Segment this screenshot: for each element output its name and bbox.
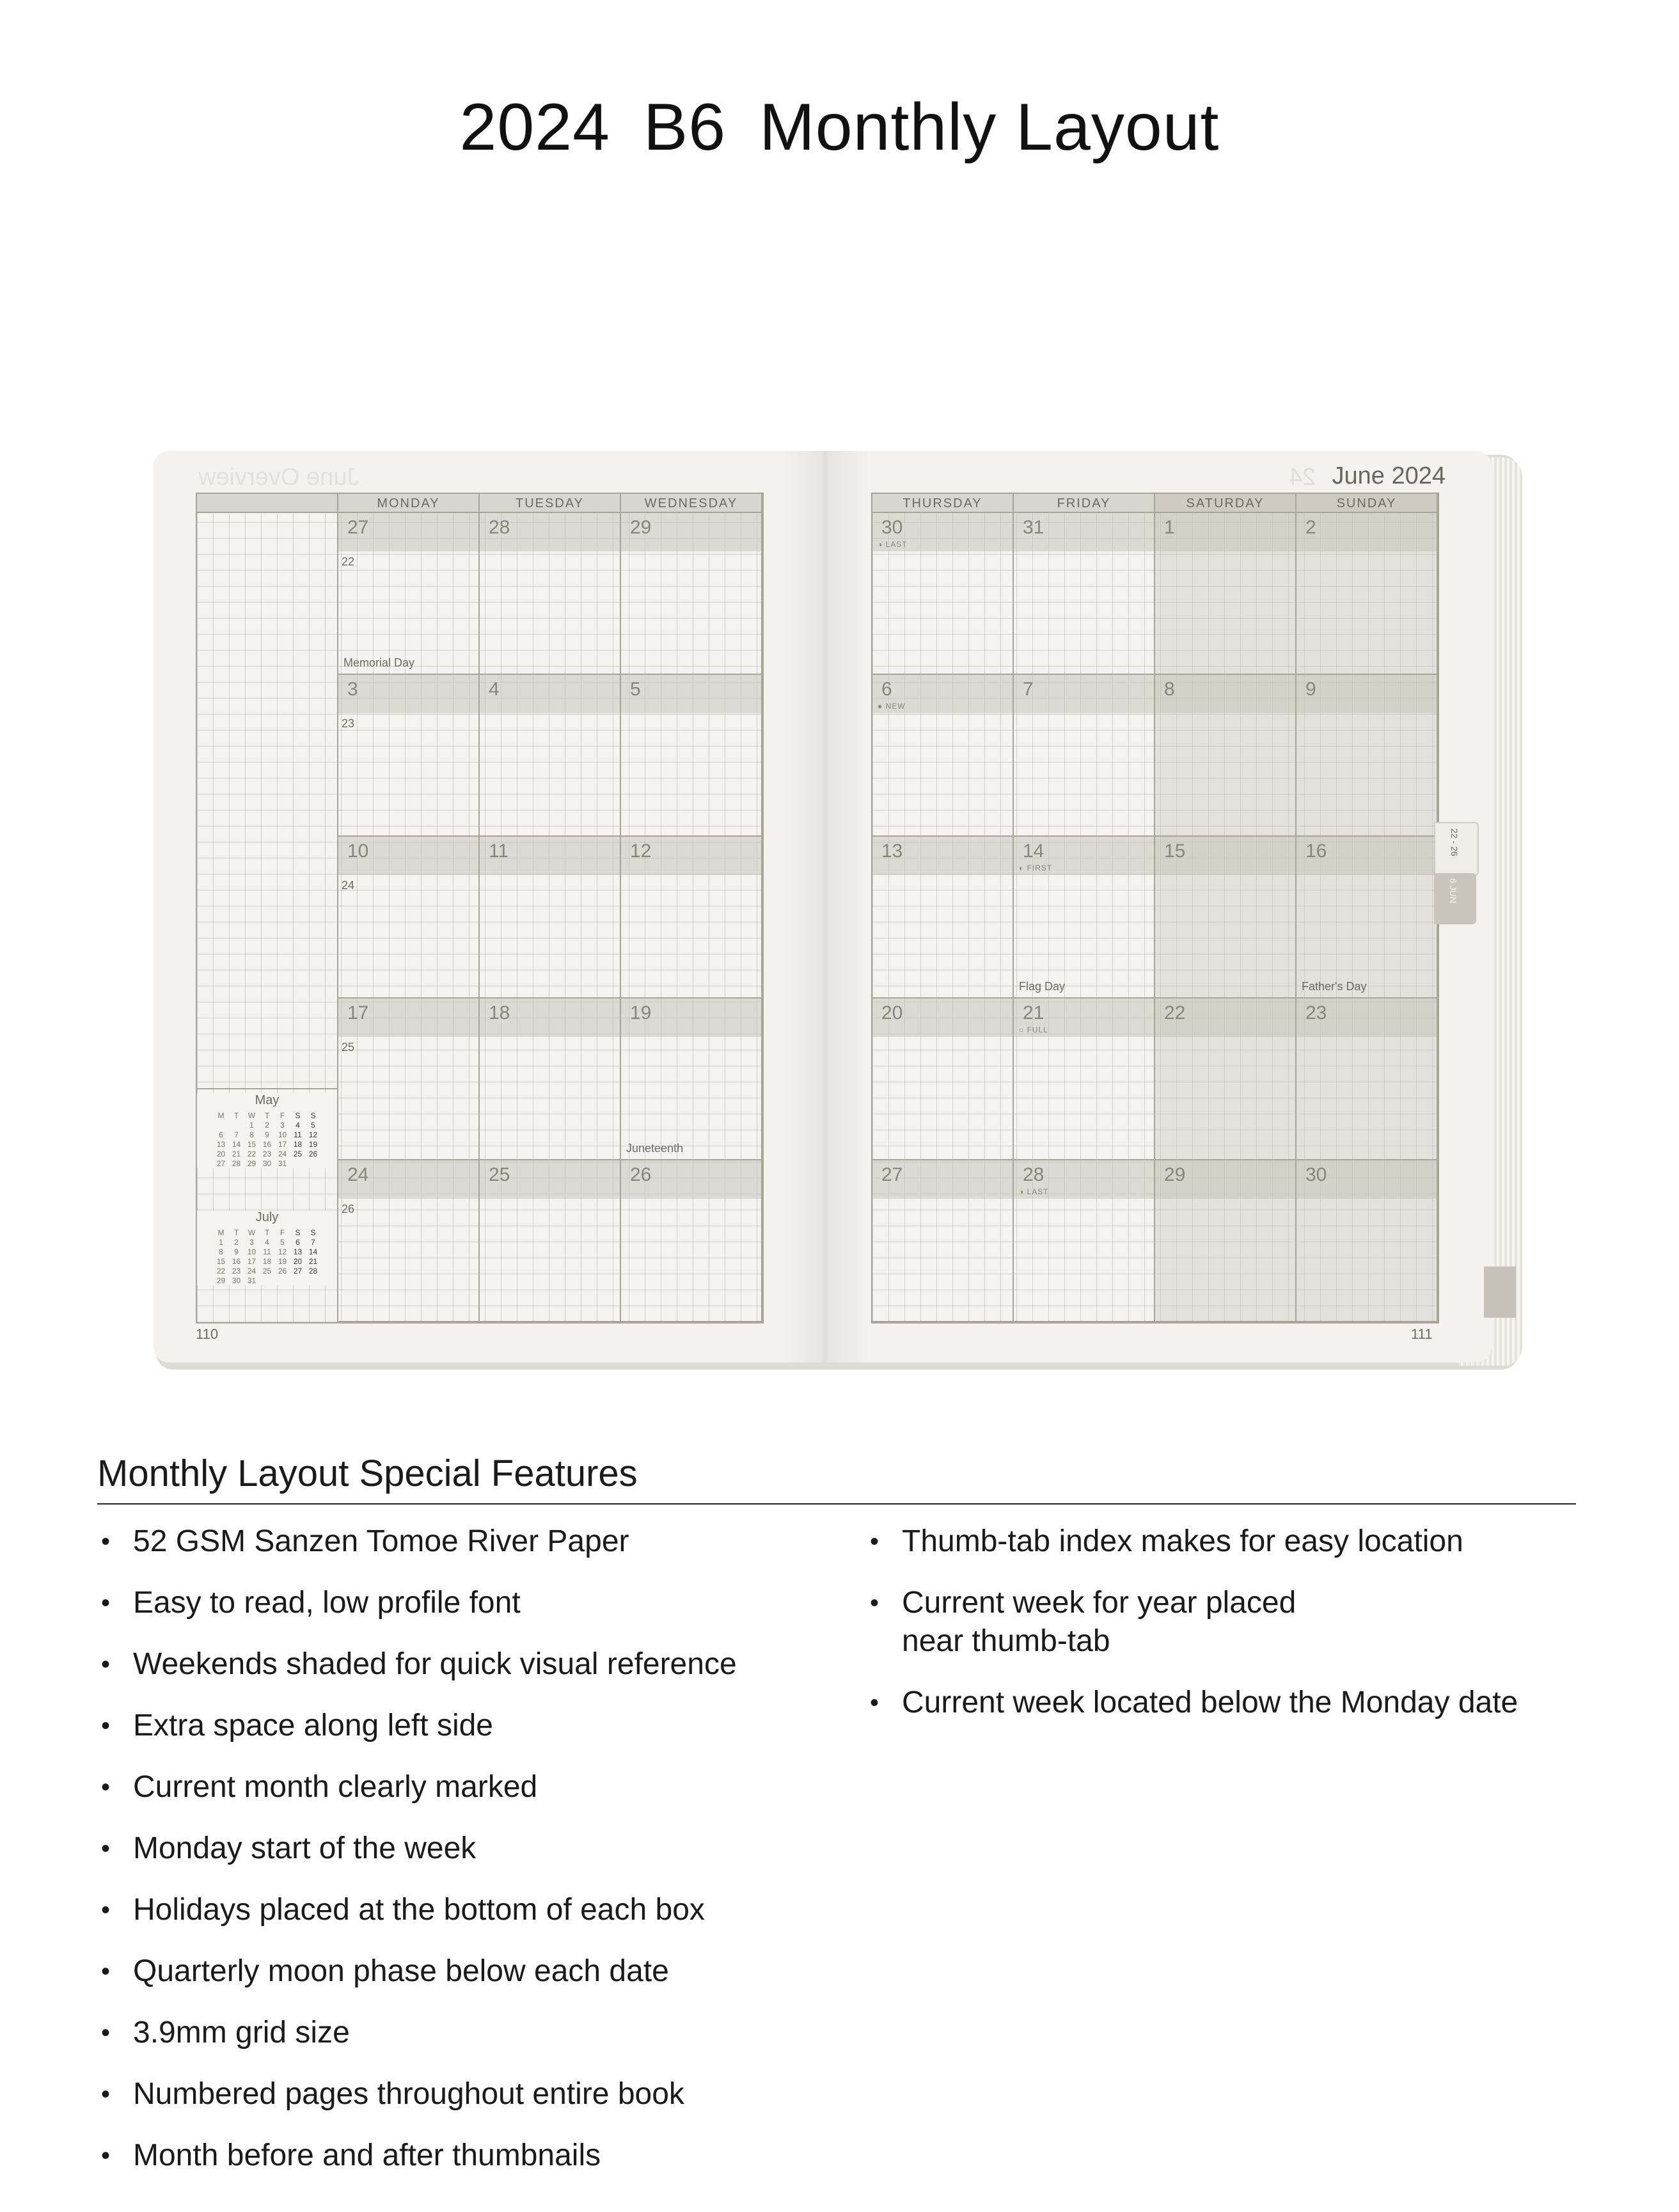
thumbnail-day: 2 — [265, 1120, 269, 1130]
thumbnail-day — [275, 1276, 290, 1285]
thumbnail-day: 22 — [216, 1266, 226, 1276]
features-right-column — [866, 1522, 1576, 1745]
date-number: 4 — [489, 679, 500, 700]
day-cell — [621, 513, 762, 675]
date-number: 21 — [1023, 1002, 1044, 1023]
holiday-label: Father's Day — [1302, 980, 1367, 993]
thumbnail-day: 8 — [249, 1130, 254, 1139]
thumbnail-day: 13 — [293, 1247, 303, 1256]
day-cell — [1297, 1160, 1438, 1322]
day-cell — [338, 999, 480, 1160]
date-number: 29 — [630, 517, 652, 538]
date-number: 13 — [881, 841, 903, 862]
thumbnail-day: 25 — [262, 1266, 272, 1276]
feature-item: • Quarterly moon phase below each date — [97, 1952, 865, 1991]
day-cell — [338, 675, 480, 837]
title-layout: Monthly Layout — [759, 90, 1220, 164]
show-through-title: June Overview — [198, 464, 359, 491]
thumbnail-day — [229, 1120, 244, 1130]
date-number: 29 — [1164, 1164, 1186, 1185]
tab-month-label: 6 JUN — [1448, 878, 1458, 903]
thumbnail-weekday: S — [310, 1110, 316, 1120]
day-cell — [1014, 513, 1155, 675]
date-number: 3 — [347, 679, 358, 700]
date-number: 15 — [1164, 841, 1186, 862]
thumbnail-day — [260, 1276, 275, 1285]
thumbnail-weekday: T — [233, 1110, 239, 1120]
thumbnail-day — [306, 1158, 321, 1168]
date-number: 5 — [630, 679, 641, 700]
features-right-list — [866, 1522, 1576, 1722]
thumbnail-table — [214, 1228, 321, 1285]
day-cell — [1297, 837, 1438, 999]
day-cell — [338, 1160, 480, 1322]
thumbnail-day: 15 — [247, 1139, 256, 1149]
date-number: 18 — [489, 1002, 510, 1023]
right-calendar-grid — [871, 493, 1439, 1323]
day-cell — [480, 513, 621, 675]
thumbnail-day: 5 — [280, 1237, 285, 1247]
thumbnail-weekday: W — [248, 1228, 256, 1237]
day-cell — [1155, 837, 1297, 999]
date-band — [1297, 675, 1437, 713]
thumbnail-day: 6 — [296, 1237, 300, 1247]
holiday-label: Memorial Day — [343, 656, 415, 669]
thumbnail-day: 30 — [232, 1276, 241, 1285]
day-cell — [1155, 675, 1297, 837]
thumbnail-day: 1 — [249, 1120, 254, 1130]
feature-item: • Month before and after thumbnails — [97, 2137, 865, 2175]
day-cell — [1297, 675, 1438, 837]
date-number: 6 — [881, 679, 892, 700]
day-cell — [872, 675, 1014, 837]
features-divider — [97, 1503, 1576, 1505]
weekday-header: THURSDAY — [872, 494, 1014, 513]
thumbnail-day: 12 — [308, 1130, 318, 1139]
thumbnail-day: 31 — [247, 1276, 256, 1285]
book-gutter — [780, 451, 870, 1363]
week-number: 23 — [342, 717, 355, 730]
thumbnail-day: 8 — [219, 1247, 223, 1256]
margin-divider — [337, 494, 338, 1322]
thumbnail-day: 4 — [296, 1120, 300, 1130]
thumbnail-day: 1 — [219, 1237, 223, 1247]
day-cell — [1014, 837, 1155, 999]
thumbnail-day: 10 — [247, 1247, 256, 1256]
month-title: June 2024 — [1332, 462, 1446, 489]
feature-item: • Current week for year placed near thumb-tab — [866, 1584, 1576, 1661]
moon-phase: ◐ FIRST — [1019, 864, 1053, 873]
weekday-header: FRIDAY — [1014, 494, 1155, 513]
thumbnail-day: 14 — [232, 1139, 241, 1149]
thumbnail-day: 29 — [216, 1276, 226, 1285]
thumbnail-day: 26 — [278, 1266, 287, 1276]
thumbnail-day: 18 — [293, 1139, 303, 1149]
tab-week-label: 22 - 26 — [1449, 828, 1460, 857]
date-number: 25 — [489, 1164, 510, 1185]
date-number: 22 — [1164, 1002, 1186, 1023]
month-thumb-tab[interactable] — [1434, 873, 1476, 924]
date-number: 19 — [630, 1002, 652, 1023]
thumbnail-weekday: S — [295, 1228, 301, 1237]
day-cell — [1155, 513, 1297, 675]
thumbnail-day: 9 — [265, 1130, 269, 1139]
thumbnail-weekday: S — [310, 1228, 316, 1237]
weekday-header: SATURDAY — [1155, 494, 1297, 513]
thumbnail-day: 2 — [234, 1237, 239, 1247]
feature-item: • Extra space along left side — [97, 1707, 865, 1745]
thumbnail-day — [306, 1276, 321, 1285]
thumbnail-day: 30 — [262, 1158, 272, 1168]
thumbnail-day: 28 — [232, 1158, 241, 1168]
week-number: 22 — [342, 555, 355, 568]
date-band — [1297, 513, 1437, 551]
thumbnail-day: 24 — [278, 1149, 287, 1158]
day-cell — [480, 1160, 621, 1322]
date-number: 17 — [347, 1002, 369, 1023]
day-cell — [1297, 513, 1438, 675]
day-cell — [1297, 999, 1438, 1160]
date-number: 27 — [881, 1164, 903, 1185]
thumbnail-day: 3 — [280, 1120, 285, 1130]
thumbnail-day: 21 — [232, 1149, 241, 1158]
thumbnail-day — [290, 1276, 306, 1285]
moon-phase: ● NEW — [878, 702, 906, 711]
week-number: 24 — [342, 879, 355, 892]
thumbnail-weekday: W — [248, 1110, 256, 1120]
date-number: 24 — [347, 1164, 369, 1185]
thumbnail-day: 22 — [247, 1149, 256, 1158]
thumbnail-day: 10 — [278, 1130, 287, 1139]
feature-item: • 3.9mm grid size — [97, 2014, 865, 2052]
date-band — [480, 675, 620, 713]
left-calendar-grid — [196, 493, 764, 1323]
date-number: 12 — [630, 841, 652, 862]
date-number: 14 — [1023, 841, 1044, 862]
date-number: 9 — [1305, 679, 1316, 700]
title-size: B6 — [643, 90, 727, 164]
moon-phase: ◑ LAST — [878, 540, 908, 549]
week-number: 25 — [342, 1041, 355, 1054]
day-cell — [338, 837, 480, 999]
day-cell — [621, 837, 762, 999]
page-number-left: 110 — [196, 1326, 219, 1342]
thumbnail-day: 31 — [278, 1158, 287, 1168]
day-cell — [1014, 675, 1155, 837]
thumbnail-day: 5 — [311, 1120, 315, 1130]
date-number: 23 — [1305, 1002, 1327, 1023]
date-number: 11 — [489, 841, 509, 862]
feature-item: • Thumb-tab index makes for easy location — [866, 1522, 1576, 1561]
date-number: 8 — [1164, 679, 1175, 700]
thumbnail-table — [214, 1110, 321, 1168]
thumbnail-day: 20 — [216, 1149, 226, 1158]
date-number: 2 — [1305, 517, 1316, 538]
thumbnail-day: 25 — [293, 1149, 303, 1158]
features-left-list — [97, 1522, 865, 2175]
thumbnail-day: 29 — [247, 1158, 256, 1168]
date-band — [1155, 675, 1295, 713]
page-number-right: 111 — [1411, 1326, 1433, 1342]
date-number: 31 — [1023, 517, 1044, 538]
feature-item: • Easy to read, low profile font — [97, 1584, 865, 1622]
thumbnail-day — [214, 1120, 229, 1130]
thumbnail-day: 4 — [265, 1237, 269, 1247]
weekday-header: MONDAY — [338, 494, 480, 513]
planner-spread — [154, 451, 1522, 1372]
date-band — [1155, 513, 1295, 551]
thumbnail-day: 21 — [308, 1256, 318, 1266]
day-cell — [480, 675, 621, 837]
bottom-thumb-tab[interactable] — [1484, 1267, 1516, 1318]
thumbnail-weekday: F — [280, 1228, 285, 1237]
thumbnail-weekday: F — [280, 1110, 285, 1120]
thumbnail-day: 3 — [249, 1237, 254, 1247]
thumbnail-day: 24 — [247, 1266, 256, 1276]
day-cell — [872, 1160, 1014, 1322]
day-cell — [1014, 1160, 1155, 1322]
thumbnail-day: 16 — [262, 1139, 272, 1149]
thumbnail-day: 11 — [294, 1130, 302, 1139]
thumbnail-day: 17 — [278, 1139, 287, 1149]
thumbnail-day: 7 — [311, 1237, 315, 1247]
thumbnail-day: 12 — [278, 1247, 287, 1256]
moon-phase: ◑ LAST — [1019, 1187, 1049, 1196]
day-cell — [1014, 999, 1155, 1160]
thumbnail-day: 17 — [247, 1256, 256, 1266]
date-band — [621, 675, 761, 713]
thumbnail-day: 7 — [234, 1130, 239, 1139]
moon-phase: ○ FULL — [1019, 1025, 1048, 1034]
day-cell — [872, 999, 1014, 1160]
day-cell — [621, 999, 762, 1160]
thumbnail-day: 18 — [262, 1256, 272, 1266]
month-thumbnail — [197, 1093, 337, 1168]
thumbnail-weekday: M — [217, 1110, 225, 1120]
date-band — [1014, 675, 1154, 713]
month-thumbnail — [197, 1210, 337, 1285]
thumbnail-day: 23 — [232, 1266, 241, 1276]
thumbnail-day: 19 — [278, 1256, 287, 1266]
thumbnail-day: 23 — [262, 1149, 272, 1158]
margin-header — [197, 494, 338, 513]
thumbnail-day: 15 — [216, 1256, 226, 1266]
date-number: 30 — [1305, 1164, 1327, 1185]
thumbnail-day: 14 — [308, 1247, 318, 1256]
thumbnail-day — [290, 1158, 306, 1168]
thumbnail-weekday: T — [233, 1228, 239, 1237]
thumbnail-day: 16 — [232, 1256, 241, 1266]
thumbnail-day: 9 — [234, 1247, 239, 1256]
page-title — [0, 90, 1679, 166]
day-cell — [872, 513, 1014, 675]
thumbnail-day: 20 — [293, 1256, 303, 1266]
thumbnail-border — [197, 1088, 337, 1089]
features-left-column — [97, 1522, 865, 2198]
feature-item: • Current month clearly marked — [97, 1768, 865, 1806]
date-number: 1 — [1164, 517, 1175, 538]
features-title: Monthly Layout Special Features — [97, 1453, 638, 1494]
thumbnail-weekday: M — [217, 1228, 225, 1237]
day-cell — [872, 837, 1014, 999]
date-number: 20 — [881, 1002, 903, 1023]
thumbnail-day: 6 — [219, 1130, 223, 1139]
holiday-label: Juneteenth — [626, 1142, 684, 1155]
feature-item: • Monday start of the week — [97, 1829, 865, 1868]
date-number: 10 — [347, 841, 369, 862]
date-number: 27 — [347, 517, 369, 538]
day-cell — [621, 1160, 762, 1322]
date-band — [338, 675, 478, 713]
date-number: 26 — [630, 1164, 652, 1185]
thumbnail-day: 11 — [263, 1247, 271, 1256]
date-number: 28 — [489, 517, 510, 538]
day-cell — [621, 675, 762, 837]
feature-item: • Numbered pages throughout entire book — [97, 2075, 865, 2113]
thumbnail-day: 28 — [308, 1266, 318, 1276]
thumbnail-day: 19 — [308, 1139, 318, 1149]
thumbnail-day: 27 — [216, 1158, 226, 1168]
thumbnail-weekday: T — [264, 1110, 270, 1120]
day-cell — [1155, 1160, 1297, 1322]
thumbnail-day: 26 — [308, 1149, 318, 1158]
week-number: 26 — [342, 1203, 355, 1215]
show-through-year: 24 — [1289, 464, 1316, 491]
feature-item: • 52 GSM Sanzen Tomoe River Paper — [97, 1522, 865, 1561]
thumbnail-day: 27 — [293, 1266, 303, 1276]
thumbnail-month-name: July — [255, 1210, 279, 1224]
thumbnail-weekday: T — [264, 1228, 270, 1237]
weekday-header: WEDNESDAY — [621, 494, 762, 513]
thumbnail-day: 13 — [216, 1139, 226, 1149]
holiday-label: Flag Day — [1019, 980, 1066, 993]
day-cell — [338, 513, 480, 675]
date-number: 30 — [881, 517, 903, 538]
weekday-header: SUNDAY — [1297, 494, 1438, 513]
date-number: 7 — [1023, 679, 1034, 700]
day-cell — [1155, 999, 1297, 1160]
day-cell — [480, 999, 621, 1160]
thumbnail-month-name: May — [255, 1093, 280, 1107]
feature-item: • Holidays placed at the bottom of each box — [97, 1891, 865, 1929]
thumbnail-weekday: S — [295, 1110, 301, 1120]
date-number: 28 — [1023, 1164, 1044, 1185]
feature-item: • Current week located below the Monday date — [866, 1684, 1576, 1722]
date-number: 16 — [1305, 841, 1327, 862]
current-week-thumb-tab[interactable] — [1434, 822, 1479, 876]
feature-item: • Weekends shaded for quick visual reference — [97, 1645, 865, 1684]
day-cell — [480, 837, 621, 999]
weekday-header: TUESDAY — [480, 494, 621, 513]
title-year: 2024 — [459, 90, 610, 164]
